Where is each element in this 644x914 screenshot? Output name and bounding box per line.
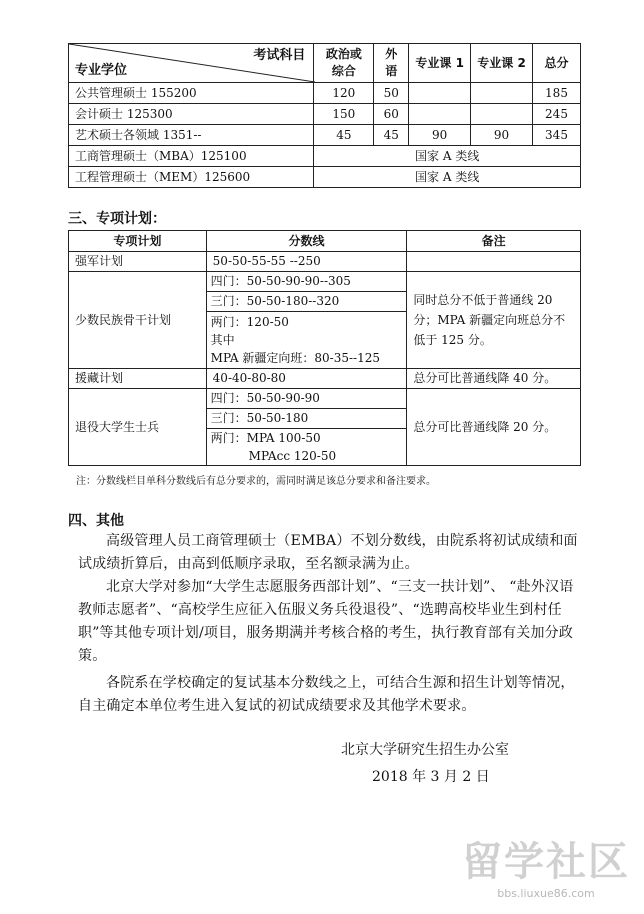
header-major1: 专业课 1 bbox=[409, 44, 471, 83]
plan-score-group bbox=[206, 272, 407, 369]
score-four-subjects: 四门：50-50-90-90 bbox=[207, 389, 407, 409]
plan-name: 强军计划 bbox=[69, 252, 207, 272]
plan-score-group bbox=[206, 389, 407, 466]
table-row bbox=[69, 83, 581, 104]
special-plan-table bbox=[68, 230, 581, 466]
score-two-line: MPAcc 120-50 bbox=[248, 449, 337, 463]
plan-name: 少数民族骨干计划 bbox=[69, 272, 207, 369]
score-subtable bbox=[207, 389, 407, 465]
header-politics: 政治或综合 bbox=[314, 44, 374, 83]
row-major1 bbox=[409, 83, 471, 104]
row-major1 bbox=[409, 104, 471, 125]
score-three-subjects: 三门：50-50-180 bbox=[207, 409, 407, 429]
row-merged-value: 国家 A 类线 bbox=[314, 167, 581, 188]
table-footnote: 注：分数线栏目单科分数线后有总分要求的，需同时满足该总分要求和备注要求。 bbox=[76, 476, 436, 487]
table-row bbox=[69, 146, 581, 167]
watermark-logo bbox=[462, 830, 630, 900]
paragraph-bonus-policy: 北京大学对参加“大学生志愿服务西部计划”、“三支一扶计划”、 “赴外汉语教师志愿者”、“高校学生应征入伍服义务兵役退役”、“选聘高校毕业生到村任职”等其他专项计划/项目，服务期满并考核合格的考生，执行教育部有关加分政策。 bbox=[78, 579, 574, 664]
plan-score: 40-40-80-80 bbox=[206, 369, 407, 389]
row-foreign: 50 bbox=[374, 83, 409, 104]
row-name: 工商管理硕士（MBA）125100 bbox=[69, 146, 314, 167]
table-row bbox=[69, 167, 581, 188]
plan-score: 50-50-55-55 --250 bbox=[206, 252, 407, 272]
row-foreign: 60 bbox=[374, 104, 409, 125]
plan-note bbox=[407, 252, 581, 272]
header-subject: 考试科目 bbox=[253, 48, 306, 63]
signature-date: 2018 年 3 月 2 日 bbox=[372, 769, 490, 785]
score-two-line: 其中 bbox=[210, 333, 235, 347]
signature-org: 北京大学研究生招生办公室 bbox=[341, 742, 509, 758]
row-total: 245 bbox=[533, 104, 581, 125]
table-row bbox=[69, 125, 581, 146]
row-total: 185 bbox=[533, 83, 581, 104]
row-major2 bbox=[471, 104, 533, 125]
score-subtable bbox=[207, 272, 407, 368]
header-plan: 专项计划 bbox=[69, 231, 207, 252]
header-foreign: 外语 bbox=[374, 44, 409, 83]
score-four-subjects: 四门：50-50-90-90--305 bbox=[207, 272, 407, 292]
table-header-row bbox=[69, 231, 581, 252]
table-row bbox=[69, 252, 581, 272]
row-politics: 45 bbox=[314, 125, 374, 146]
header-note: 备注 bbox=[407, 231, 581, 252]
row-name: 公共管理硕士 155200 bbox=[69, 83, 314, 104]
plan-name: 退役大学生士兵 bbox=[69, 389, 207, 466]
score-two-subjects bbox=[207, 312, 407, 369]
watermark-url: bbs.liuxue86.com bbox=[497, 887, 595, 900]
row-major2 bbox=[471, 83, 533, 104]
row-major1: 90 bbox=[409, 125, 471, 146]
plan-note: 总分可比普通线降 20 分。 bbox=[407, 389, 581, 466]
plan-name: 援藏计划 bbox=[69, 369, 207, 389]
plan-note: 总分可比普通线降 40 分。 bbox=[407, 369, 581, 389]
row-name: 会计硕士 125300 bbox=[69, 104, 314, 125]
table-row bbox=[69, 389, 581, 466]
score-two-line: 两门：120-50 bbox=[210, 315, 289, 329]
header-score: 分数线 bbox=[206, 231, 407, 252]
row-major2: 90 bbox=[471, 125, 533, 146]
table-row bbox=[69, 272, 581, 369]
row-name: 艺术硕士各领域 1351-- bbox=[69, 125, 314, 146]
table-header-row bbox=[69, 44, 581, 83]
score-two-line: MPA 新疆定向班：80-35--125 bbox=[210, 351, 381, 365]
row-politics: 120 bbox=[314, 83, 374, 104]
diagonal-header-cell bbox=[69, 44, 314, 83]
table-row bbox=[69, 369, 581, 389]
plan-note: 同时总分不低于普通线 20 分；MPA 新疆定向班总分不低于 125 分。 bbox=[407, 272, 581, 369]
header-degree: 专业学位 bbox=[75, 63, 128, 78]
section-3-title: 三、专项计划： bbox=[68, 211, 166, 227]
row-politics: 150 bbox=[314, 104, 374, 125]
table-row bbox=[69, 104, 581, 125]
score-two-subjects bbox=[207, 429, 407, 466]
section-4-title: 四、其他 bbox=[68, 513, 124, 529]
header-major2: 专业课 2 bbox=[471, 44, 533, 83]
score-two-line: 两门：MPA 100-50 bbox=[210, 431, 321, 445]
score-three-subjects: 三门：50-50-180--320 bbox=[207, 292, 407, 312]
row-merged-value: 国家 A 类线 bbox=[314, 146, 581, 167]
paragraph-retest-requirements: 各院系在学校确定的复试基本分数线之上，可结合生源和招生计划等情况，自主确定本单位考生进入复试的初试成绩要求及其他学术要求。 bbox=[78, 675, 575, 714]
paragraph-emba: 高级管理人员工商管理硕士（EMBA）不划分数线，由院系将初试成绩和面试成绩折算后，由高到低顺序录取，至名额录满为止。 bbox=[78, 533, 578, 572]
row-total: 345 bbox=[533, 125, 581, 146]
score-table-professional bbox=[68, 43, 581, 188]
watermark-text: 留学社区 bbox=[462, 839, 630, 885]
header-total: 总分 bbox=[533, 44, 581, 83]
row-name: 工程管理硕士（MEM）125600 bbox=[69, 167, 314, 188]
row-foreign: 45 bbox=[374, 125, 409, 146]
